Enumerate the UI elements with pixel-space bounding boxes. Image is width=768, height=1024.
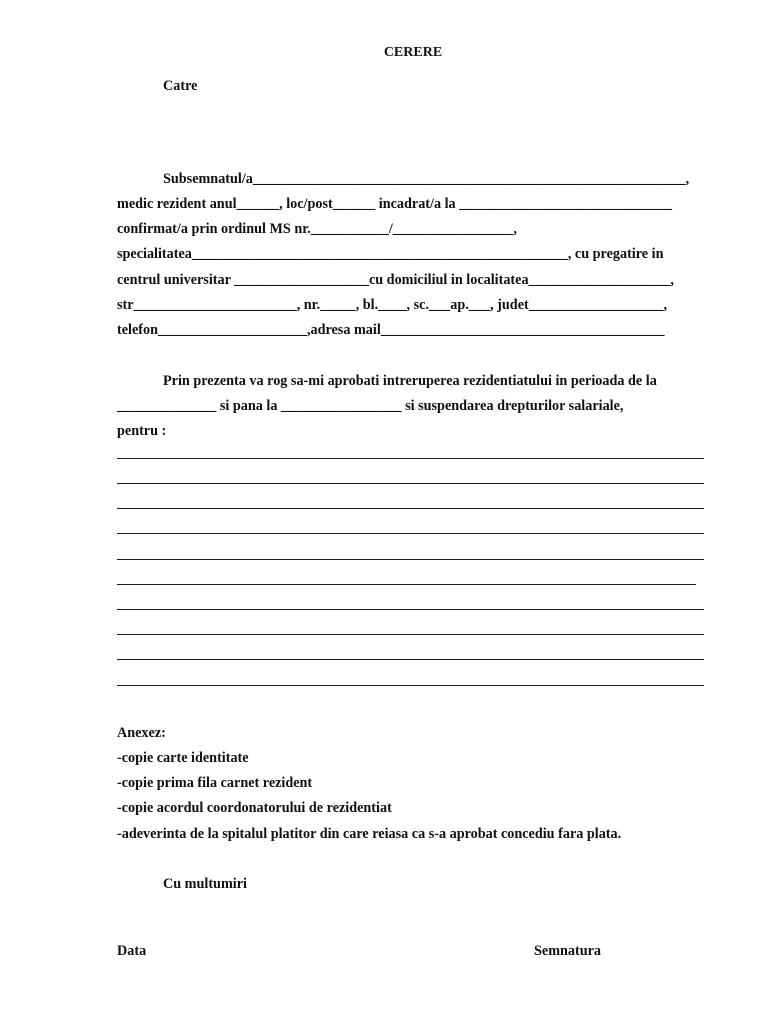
reason-blank-line [117,483,704,484]
reason-blank-line [117,609,704,610]
document-title: CERERE [383,45,443,60]
form-line-contact: telefon_____________________,adresa mail________________________________________ [117,322,665,338]
signature-label: Semnatura [534,943,601,959]
reason-blank-line [117,584,696,585]
form-line-university-center: centrul universitar ___________________cu domiciliul in localitatea____________________, [117,272,674,288]
annex-item: -copie prima fila carnet rezident [117,775,313,791]
reason-blank-line [117,508,704,509]
annex-item: -copie acordul coordonatorului de rezidentiat [117,800,392,816]
reason-blank-line [117,559,704,560]
form-line-specialty: specialitatea_____________________________________________________, cu pregatire in [117,246,664,262]
annex-item: -adeverinta de la spitalul platitor din care reiasa ca s-a aprobat concediu fara plata. [117,826,622,842]
form-line-order-number: confirmat/a prin ordinul MS nr.___________/_________________, [117,221,517,237]
reason-blank-line [117,458,704,459]
reason-blank-line [117,685,704,686]
form-line-address: str_______________________, nr._____, bl.____, sc.___ap.___, judet___________________, [117,297,668,313]
request-line-1: Prin prezenta va rog sa-mi aprobati intreruperea rezidentiatului in perioada de la [163,373,657,389]
request-line-2: ______________ si pana la _________________ si suspendarea drepturilor salariale, [117,398,624,414]
reason-blank-line [117,659,704,660]
form-line-name: Subsemnatul/a_____________________________________________________________, [163,171,690,187]
addressee-label: Catre [163,78,198,94]
closing-text: Cu multumiri [163,876,247,892]
reason-blank-line [117,634,704,635]
request-line-reason-label: pentru : [117,423,167,439]
form-line-resident-year: medic rezident anul______, loc/post______ incadrat/a la ______________________________ [117,196,673,212]
date-label: Data [117,943,147,959]
reason-blank-line [117,533,704,534]
annex-item: -copie carte identitate [117,750,249,766]
annex-title: Anexez: [117,725,166,741]
